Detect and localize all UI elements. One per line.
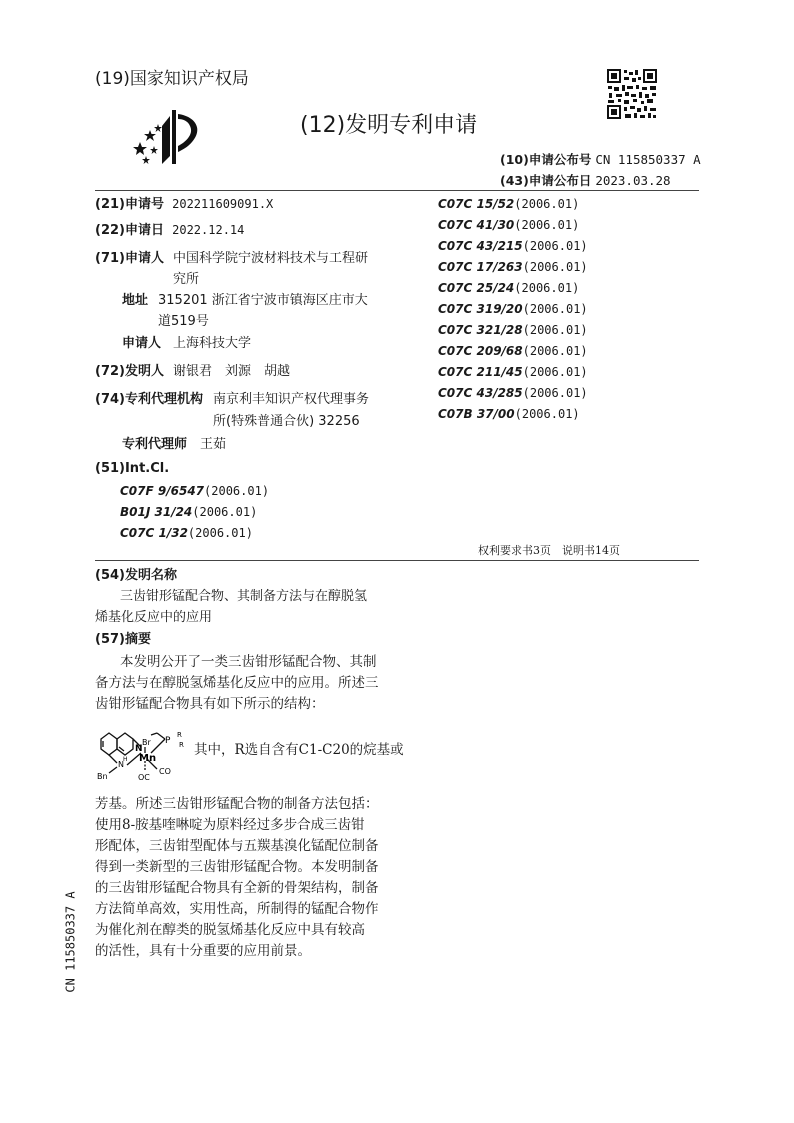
chem-group-oc: OC: [138, 773, 150, 782]
address-line1: 315201 浙江省宁波市镇海区庄市大: [158, 293, 368, 308]
ipc-code: C07C 209/68: [438, 344, 523, 358]
document-type: (12)发明专利申请: [300, 113, 478, 138]
abstract-line: 的活性，具有十分重要的应用前景。: [95, 943, 311, 959]
abstract-line: 的三齿钳形锰配合物具有全新的骨架结构，制备: [95, 880, 379, 896]
abstract-line: 本发明公开了一类三齿钳形锰配合物、其制: [120, 654, 377, 670]
ipc-left-item: [120, 503, 257, 521]
application-number: 202211609091.X: [172, 197, 274, 211]
ipc-code: C07C 17/263: [438, 260, 523, 274]
ipc-version: (2006.01): [522, 302, 588, 316]
header-divider: [95, 190, 699, 191]
ipc-version: (2006.01): [514, 407, 580, 421]
ipc-left-item: [120, 524, 253, 542]
ipc-version: (2006.01): [204, 484, 270, 498]
agency-name-line2: 所(特殊普通合伙) 32256: [213, 414, 360, 429]
filing-date-label: (22)申请日: [95, 223, 164, 238]
ipc-code: C07C 25/24: [438, 281, 515, 295]
address-label: 地址: [122, 293, 149, 308]
ipc-code: C07C 15/52: [438, 197, 515, 211]
chem-group-co: CO: [159, 767, 171, 776]
abstract-line: 备方法与在醇脱氢烯基化反应中的应用。所述三: [95, 675, 379, 691]
ipc-version: (2006.01): [522, 260, 588, 274]
invention-title-label: (54)发明名称: [95, 568, 177, 583]
chem-atom-h: H: [123, 756, 128, 763]
int-cl-label: (51)Int.Cl.: [95, 461, 170, 476]
publication-number-label: (10)申请公布号: [500, 152, 592, 167]
ipc-right-item: [438, 384, 588, 402]
ipc-left-item: [120, 482, 269, 500]
ipc-code: C07F 9/6547: [120, 484, 205, 498]
agency-name-line1: 南京利丰知识产权代理事务: [213, 392, 370, 407]
page-count-note: 权利要求书3页 说明书14页: [478, 544, 620, 557]
chem-atom-nh: N: [118, 760, 124, 769]
ipc-version: (2006.01): [522, 323, 588, 337]
ipc-right-item: [438, 237, 588, 255]
chem-group-bn: Bn: [97, 772, 108, 781]
chem-atom-br: Br: [142, 738, 151, 747]
ipc-code: C07C 211/45: [438, 365, 523, 379]
invention-title-line1: 三齿钳形锰配合物、其制备方法与在醇脱氢: [120, 589, 368, 604]
cnipa-logo: [132, 106, 206, 166]
inventor-label: (72)发明人: [95, 364, 164, 379]
agent-label: 专利代理师: [122, 437, 188, 452]
chemical-structure: [95, 725, 195, 783]
chem-group-r: R: [179, 741, 184, 749]
filing-date: 2022.12.14: [172, 223, 245, 237]
ipc-right-item: [438, 405, 580, 423]
applicant-name-line1: 中国科学院宁波材料技术与工程研: [173, 251, 369, 266]
ipc-code: C07B 37/00: [438, 407, 515, 421]
ipc-right-item: [438, 363, 588, 381]
abstract-label: (57)摘要: [95, 632, 151, 647]
office-name: (19)国家知识产权局: [95, 69, 249, 89]
abstract-line: 为催化剂在醇类的脱氢烯基化反应中具有较高: [95, 922, 365, 938]
second-applicant-name: 上海科技大学: [173, 336, 252, 351]
biblio-divider: [95, 560, 699, 561]
ipc-version: (2006.01): [192, 505, 258, 519]
ipc-code: C07C 41/30: [438, 218, 515, 232]
agency-label: (74)专利代理机构: [95, 392, 203, 407]
chem-atom-n: N: [135, 744, 143, 754]
ipc-right-item: [438, 300, 588, 318]
ipc-code: C07C 43/285: [438, 386, 523, 400]
ipc-right-item: [438, 216, 579, 234]
ipc-right-item: [438, 258, 588, 276]
address-line2: 道519号: [158, 314, 209, 329]
ipc-version: (2006.01): [514, 197, 580, 211]
chem-group-r: R: [177, 731, 182, 739]
abstract-line: 齿钳形锰配合物具有如下所示的结构：: [95, 696, 325, 712]
abstract-line: 芳基。所述三齿钳形锰配合物的制备方法包括：: [95, 796, 379, 812]
application-number-label: (21)申请号: [95, 197, 164, 212]
inventor-names: 谢银君 刘源 胡越: [173, 364, 291, 379]
ipc-version: (2006.01): [514, 218, 580, 232]
agent-name: 王茹: [200, 437, 227, 452]
ipc-code: C07C 319/20: [438, 302, 523, 316]
qr-code: [606, 68, 658, 120]
ipc-version: (2006.01): [522, 239, 588, 253]
ipc-code: B01J 31/24: [120, 505, 193, 519]
structure-caption: 其中，R选自含有C1-C20的烷基或: [194, 742, 404, 758]
chem-atom-p: P: [165, 736, 171, 746]
ipc-version: (2006.01): [522, 365, 588, 379]
chem-atom-mn: Mn: [139, 753, 157, 764]
second-applicant-label: 申请人: [122, 336, 162, 351]
ipc-right-item: [438, 195, 579, 213]
ipc-version: (2006.01): [522, 386, 588, 400]
ipc-code: C07C 1/32: [120, 526, 188, 540]
ipc-right-item: [438, 279, 579, 297]
ipc-code: C07C 43/215: [438, 239, 523, 253]
applicant-name-line2: 究所: [173, 272, 200, 287]
abstract-line: 形配体，三齿钳型配体与五羰基溴化锰配位制备: [95, 838, 379, 854]
abstract-line: 方法简单高效，实用性高，所制得的锰配合物作: [95, 901, 379, 917]
ipc-code: C07C 321/28: [438, 323, 523, 337]
abstract-line: 使用8-胺基喹啉啶为原料经过多步合成三齿钳: [95, 817, 365, 833]
ipc-version: (2006.01): [514, 281, 580, 295]
ipc-version: (2006.01): [522, 344, 588, 358]
publication-date-label: (43)申请公布日: [500, 173, 592, 188]
abstract-line: 得到一类新型的三齿钳形锰配合物。本发明制备: [95, 859, 379, 875]
publication-date: 2023.03.28: [595, 173, 671, 188]
ipc-right-item: [438, 342, 588, 360]
publication-number: CN 115850337 A: [595, 152, 701, 167]
ipc-right-item: [438, 321, 588, 339]
applicant-label: (71)申请人: [95, 251, 164, 266]
invention-title-line2: 烯基化反应中的应用: [95, 610, 213, 625]
ipc-version: (2006.01): [187, 526, 253, 540]
side-publication-number: CN 115850337 A: [63, 891, 78, 993]
